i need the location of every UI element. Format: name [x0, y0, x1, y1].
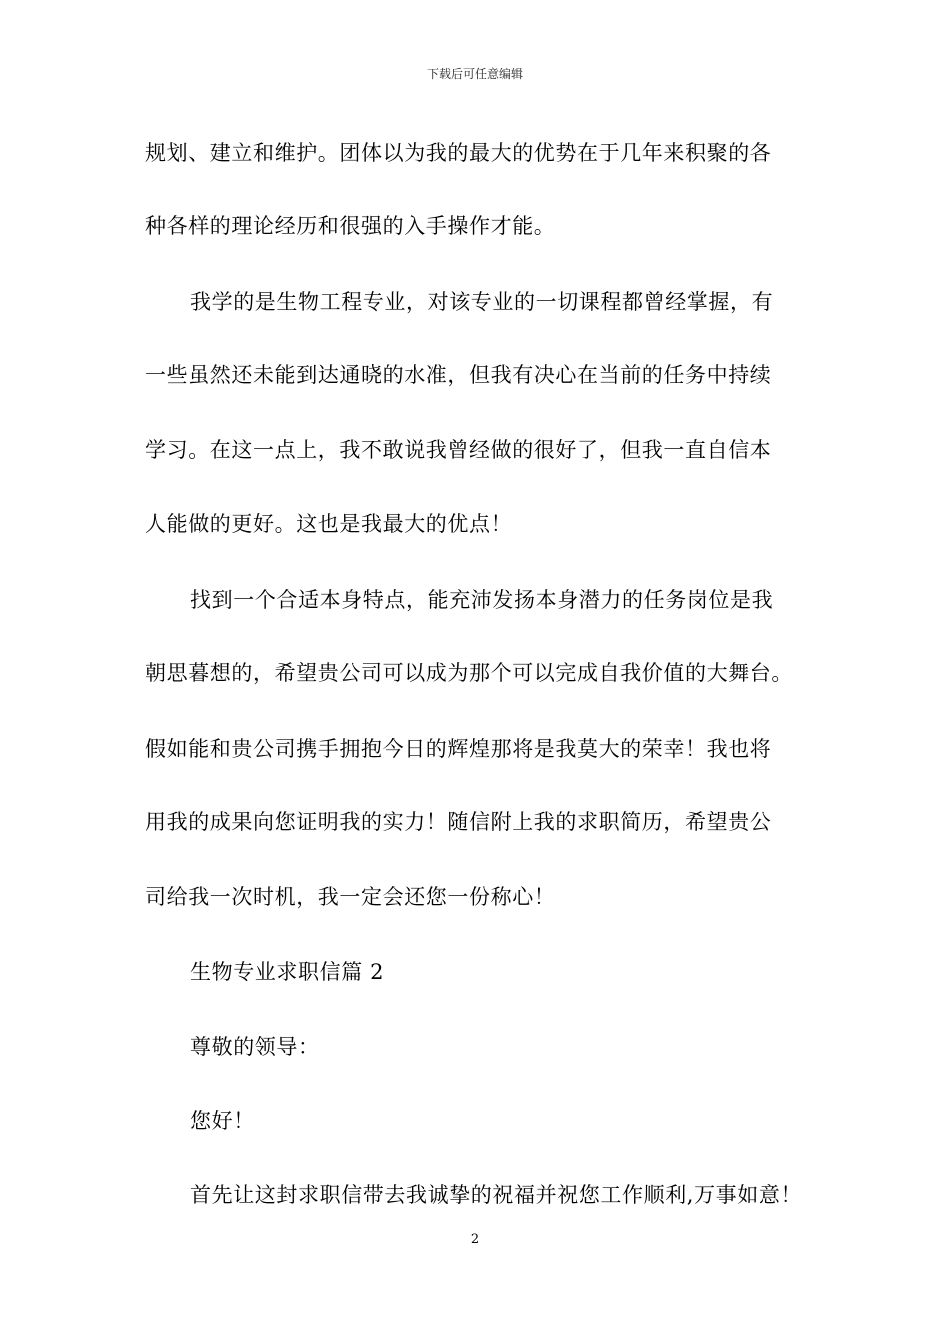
body-line: 司给我一次时机，我一定会还您一份称心！: [145, 885, 556, 909]
salutation: 尊敬的领导：: [190, 1035, 320, 1059]
body-line: 我学的是生物工程专业，对该专业的一切课程都曾经掌握，有: [190, 290, 774, 314]
body-line: 学习。在这一点上，我不敢说我曾经做的很好了，但我一直自信本: [145, 438, 772, 462]
page-header: 下载后可任意编辑: [426, 67, 523, 81]
body-line: 首先让这封求职信带去我诚挚的祝福并祝您工作顺利,万事如意！: [190, 1183, 803, 1207]
body-line: 用我的成果向您证明我的实力！随信附上我的求职简历，希望贵公: [145, 810, 772, 834]
body-line: 朝思暮想的，希望贵公司可以成为那个可以完成自我价值的大舞台。: [145, 661, 793, 685]
body-line: 规划、建立和维护。团体以为我的最大的优势在于几年来积聚的各: [145, 141, 772, 165]
body-line: 假如能和贵公司携手拥抱今日的辉煌那将是我莫大的荣幸！我也将: [145, 737, 772, 761]
body-line: 种各样的理论经历和很强的入手操作才能。: [145, 214, 556, 238]
body-line: 一些虽然还未能到达通晓的水准，但我有决心在当前的任务中持续: [145, 363, 772, 387]
page-number: 2: [470, 1232, 480, 1247]
section-heading: 生物专业求职信篇 2: [190, 960, 385, 984]
body-line: 人能做的更好。这也是我最大的优点！: [145, 512, 513, 536]
greeting: 您好！: [190, 1109, 255, 1133]
body-line: 找到一个合适本身特点，能充沛发扬本身潜力的任务岗位是我: [190, 588, 774, 612]
